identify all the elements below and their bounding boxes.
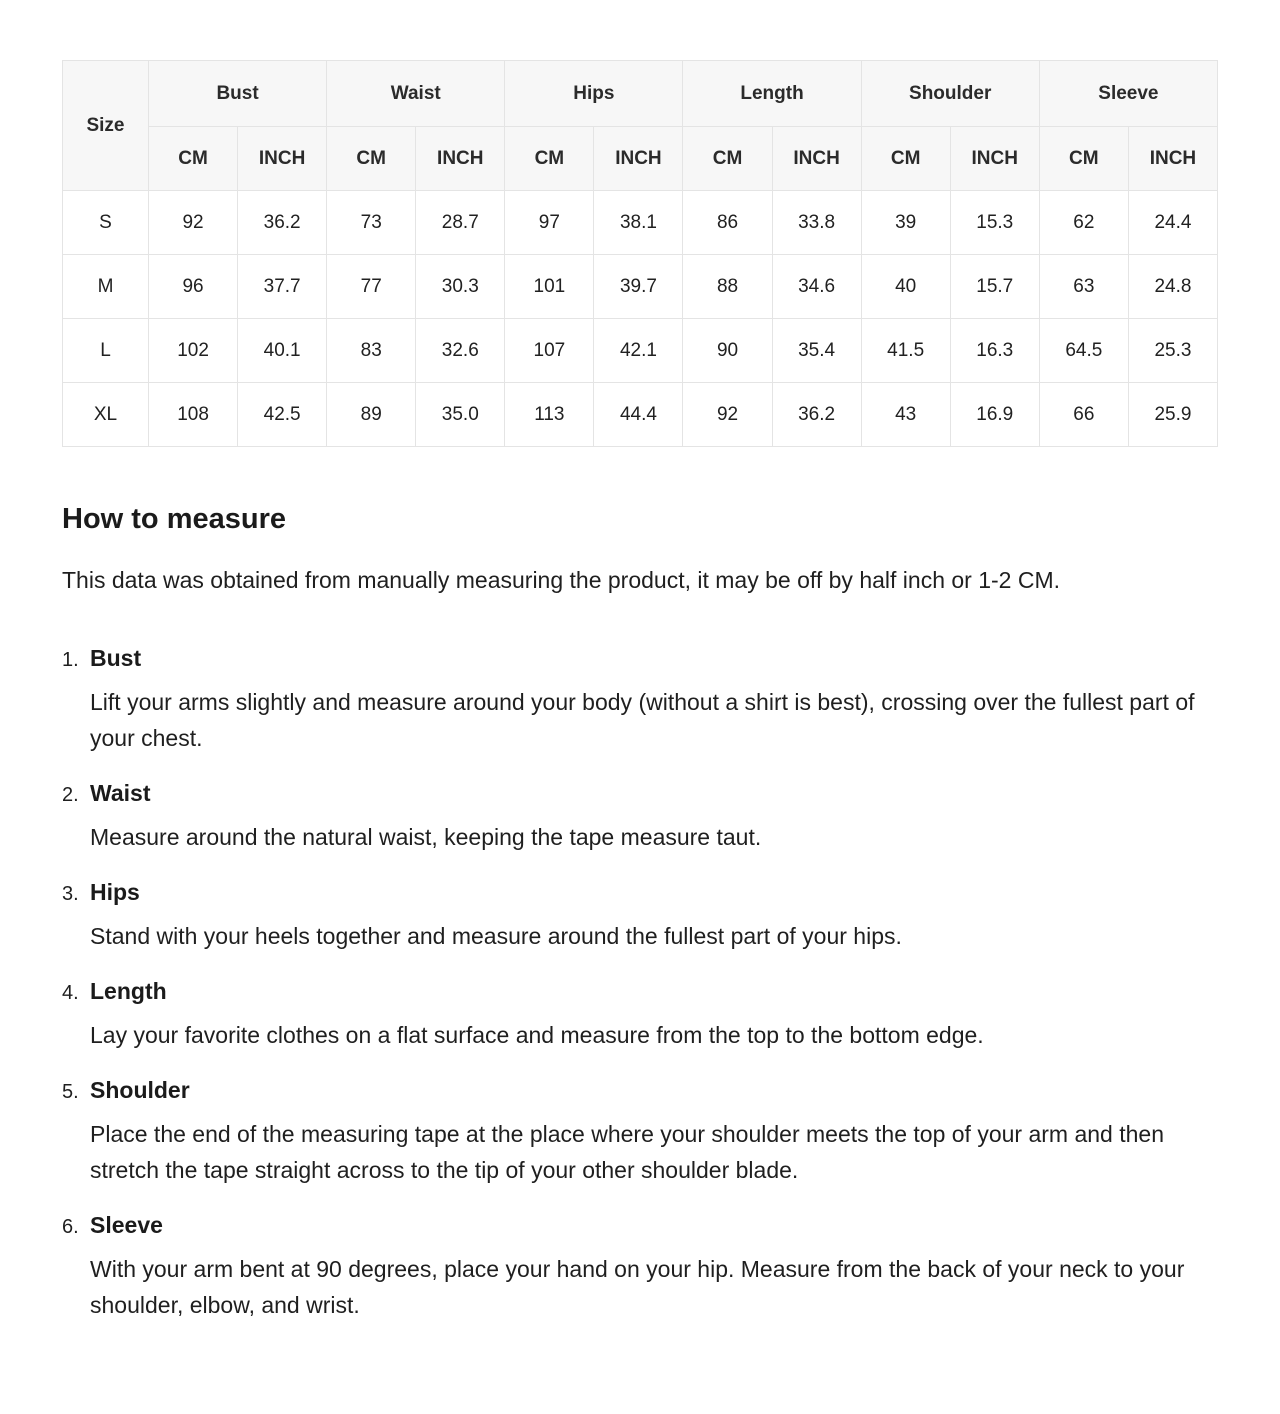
cell: 89 xyxy=(327,383,416,447)
step-title: Bust xyxy=(90,645,142,671)
cell: 16.3 xyxy=(950,319,1039,383)
step-description: With your arm bent at 90 degrees, place your hand on your hip. Measure from the back of your neck to your shoulder, elbow, and wrist. xyxy=(90,1256,1185,1318)
cell: 73 xyxy=(327,191,416,255)
measure-step-hips xyxy=(62,879,1218,954)
measure-step-bust xyxy=(62,645,1218,756)
cell: 40.1 xyxy=(238,319,327,383)
unit-header: INCH xyxy=(1128,127,1217,191)
cell: 43 xyxy=(861,383,950,447)
unit-header: INCH xyxy=(238,127,327,191)
header-bust: Bust xyxy=(149,61,327,127)
step-number: 1. xyxy=(62,649,79,671)
measure-step-shoulder xyxy=(62,1077,1218,1188)
cell: 39 xyxy=(861,191,950,255)
step-description: Lift your arms slightly and measure around your body (without a shirt is best), crossing over the fullest part of your chest. xyxy=(90,689,1195,751)
cell: 77 xyxy=(327,255,416,319)
table-row-s xyxy=(63,191,1218,255)
step-title: Hips xyxy=(90,879,140,905)
cell: 35.4 xyxy=(772,319,861,383)
header-sleeve: Sleeve xyxy=(1039,61,1217,127)
unit-header: CM xyxy=(505,127,594,191)
cell: 15.3 xyxy=(950,191,1039,255)
size-cell: M xyxy=(63,255,149,319)
step-head xyxy=(62,978,1218,1005)
unit-header: INCH xyxy=(594,127,683,191)
unit-header: INCH xyxy=(416,127,505,191)
cell: 36.2 xyxy=(238,191,327,255)
cell: 102 xyxy=(149,319,238,383)
cell: 25.3 xyxy=(1128,319,1217,383)
cell: 42.5 xyxy=(238,383,327,447)
cell: 25.9 xyxy=(1128,383,1217,447)
cell: 44.4 xyxy=(594,383,683,447)
step-head xyxy=(62,645,1218,672)
cell: 40 xyxy=(861,255,950,319)
cell: 62 xyxy=(1039,191,1128,255)
cell: 86 xyxy=(683,191,772,255)
step-number: 6. xyxy=(62,1216,79,1238)
header-hips: Hips xyxy=(505,61,683,127)
cell: 37.7 xyxy=(238,255,327,319)
step-title: Shoulder xyxy=(90,1077,190,1103)
measure-step-length xyxy=(62,978,1218,1053)
step-title: Length xyxy=(90,978,167,1004)
unit-header: CM xyxy=(327,127,416,191)
cell: 28.7 xyxy=(416,191,505,255)
cell: 66 xyxy=(1039,383,1128,447)
step-head xyxy=(62,1077,1218,1104)
how-to-measure-heading: How to measure xyxy=(62,503,286,535)
cell: 41.5 xyxy=(861,319,950,383)
cell: 101 xyxy=(505,255,594,319)
unit-header: CM xyxy=(861,127,950,191)
step-number: 5. xyxy=(62,1081,79,1103)
step-title: Sleeve xyxy=(90,1212,163,1238)
unit-header-row xyxy=(63,127,1218,191)
cell: 15.7 xyxy=(950,255,1039,319)
size-cell: XL xyxy=(63,383,149,447)
step-description: Lay your favorite clothes on a flat surface and measure from the top to the bottom edge. xyxy=(90,1022,984,1048)
cell: 108 xyxy=(149,383,238,447)
step-head xyxy=(62,1212,1218,1239)
cell: 32.6 xyxy=(416,319,505,383)
cell: 92 xyxy=(149,191,238,255)
step-number: 3. xyxy=(62,883,79,905)
step-description: Place the end of the measuring tape at the place where your shoulder meets the top of your arm and then stretch the tape straight across to the tip of your other shoulder blade. xyxy=(90,1121,1164,1183)
header-waist: Waist xyxy=(327,61,505,127)
cell: 35.0 xyxy=(416,383,505,447)
intro-text: This data was obtained from manually measuring the product, it may be off by half inch or 1-2 CM. xyxy=(62,567,1061,593)
cell: 90 xyxy=(683,319,772,383)
cell: 107 xyxy=(505,319,594,383)
unit-header: CM xyxy=(1039,127,1128,191)
step-description: Stand with your heels together and measure around the fullest part of your hips. xyxy=(90,923,902,949)
cell: 97 xyxy=(505,191,594,255)
cell: 113 xyxy=(505,383,594,447)
cell: 33.8 xyxy=(772,191,861,255)
step-head xyxy=(62,879,1218,906)
cell: 30.3 xyxy=(416,255,505,319)
table-row-xl xyxy=(63,383,1218,447)
step-title: Waist xyxy=(90,780,151,806)
cell: 88 xyxy=(683,255,772,319)
measurement-header-row xyxy=(63,61,1218,127)
cell: 42.1 xyxy=(594,319,683,383)
cell: 83 xyxy=(327,319,416,383)
cell: 34.6 xyxy=(772,255,861,319)
size-cell: S xyxy=(63,191,149,255)
measure-step-sleeve xyxy=(62,1212,1218,1323)
cell: 24.4 xyxy=(1128,191,1217,255)
cell: 24.8 xyxy=(1128,255,1217,319)
measure-steps xyxy=(62,645,1218,1323)
table-row-m xyxy=(63,255,1218,319)
cell: 38.1 xyxy=(594,191,683,255)
cell: 36.2 xyxy=(772,383,861,447)
cell: 39.7 xyxy=(594,255,683,319)
unit-header: CM xyxy=(149,127,238,191)
cell: 63 xyxy=(1039,255,1128,319)
header-length: Length xyxy=(683,61,861,127)
step-description: Measure around the natural waist, keeping the tape measure taut. xyxy=(90,824,762,850)
cell: 16.9 xyxy=(950,383,1039,447)
size-column-header: Size xyxy=(63,61,149,191)
measure-step-waist xyxy=(62,780,1218,855)
unit-header: INCH xyxy=(772,127,861,191)
cell: 96 xyxy=(149,255,238,319)
cell: 92 xyxy=(683,383,772,447)
size-cell: L xyxy=(63,319,149,383)
unit-header: INCH xyxy=(950,127,1039,191)
size-chart-table xyxy=(62,60,1218,447)
cell: 64.5 xyxy=(1039,319,1128,383)
step-head xyxy=(62,780,1218,807)
header-shoulder: Shoulder xyxy=(861,61,1039,127)
step-number: 4. xyxy=(62,982,79,1004)
table-row-l xyxy=(63,319,1218,383)
step-number: 2. xyxy=(62,784,79,806)
unit-header: CM xyxy=(683,127,772,191)
